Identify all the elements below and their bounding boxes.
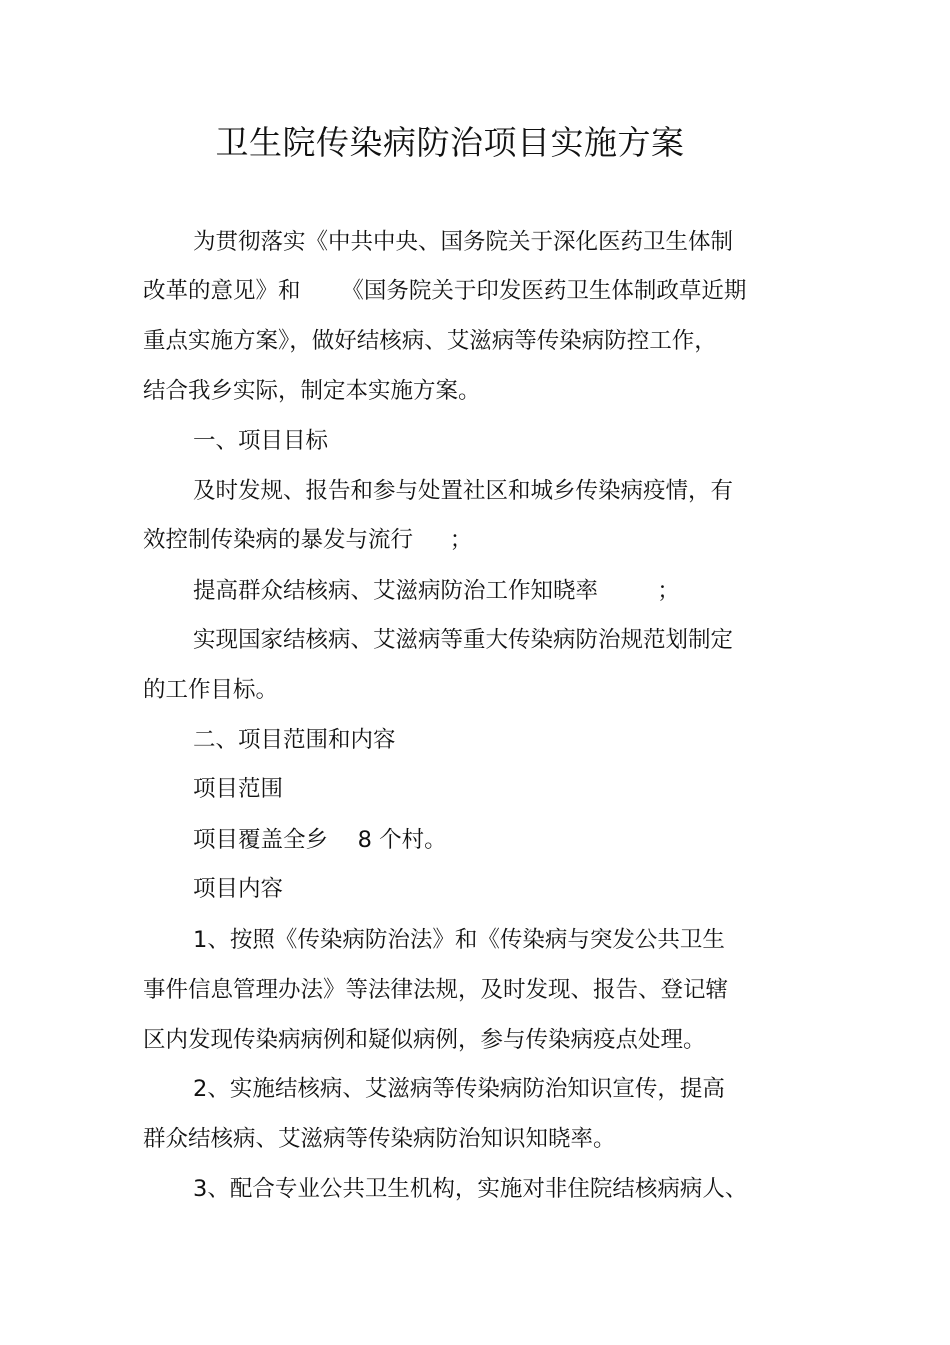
paragraph-line: 改革的意见》和 《国务院关于印发医药卫生体制政草近期	[143, 278, 747, 304]
paragraph-line: 1、按照《传染病防治法》和《传染病与突发公共卫生	[193, 927, 725, 953]
paragraph-line: 项目覆盖全乡 8 个村。	[193, 827, 447, 853]
document-title: 卫生院传染病防治项目实施方案	[215, 123, 685, 162]
paragraph-line: 为贯彻落实《中共中央、国务院关于深化医药卫生体制	[193, 229, 734, 255]
subsection-heading: 项目范围	[193, 776, 284, 802]
paragraph-line: 提高群众结核病、艾滋病防治工作知晓率 ；	[193, 578, 680, 604]
paragraph-line: 事件信息管理办法》等法律法规，及时发现、报告、登记辖	[143, 977, 729, 1003]
paragraph-line: 2、实施结核病、艾滋病等传染病防治知识宣传，提高	[193, 1076, 725, 1102]
paragraph-line: 实现国家结核病、艾滋病等重大传染病防治规范划制定	[193, 627, 734, 653]
paragraph-line: 及时发规、报告和参与处置社区和城乡传染病疫情，有	[193, 478, 734, 504]
paragraph-line: 区内发现传染病病例和疑似病例，参与传染病疫点处理。	[143, 1027, 706, 1053]
paragraph-line: 的工作目标。	[143, 677, 279, 703]
paragraph-line: 结合我乡实际，制定本实施方案。	[143, 378, 481, 404]
section-heading: 二、项目范围和内容	[193, 727, 396, 753]
paragraph-line: 3、配合专业公共卫生机构，实施对非住院结核病病人、	[193, 1176, 748, 1202]
paragraph-line: 效控制传染病的暴发与流行 ；	[143, 527, 473, 553]
subsection-heading: 项目内容	[193, 876, 284, 902]
paragraph-line: 群众结核病、艾滋病等传染病防治知识知晓率。	[143, 1126, 616, 1152]
section-heading: 一、项目目标	[193, 428, 329, 454]
paragraph-line: 重点实施方案》，做好结核病、艾滋病等传染病防控工作，	[143, 328, 717, 354]
